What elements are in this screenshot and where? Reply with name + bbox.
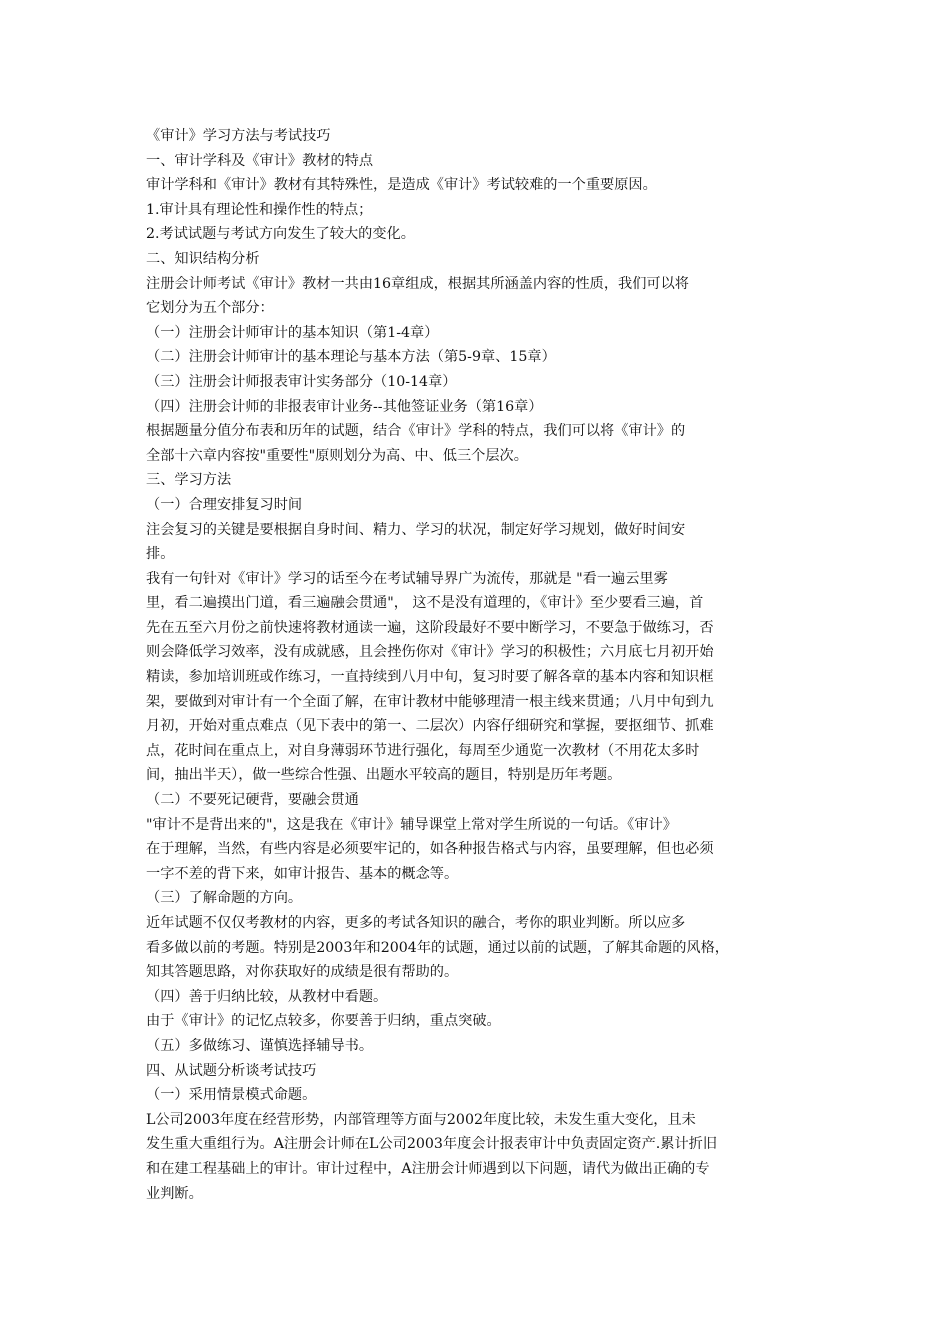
paragraph-line: 业判断。 — [146, 1185, 203, 1202]
subsection-heading: （二）不要死记硬背，要融会贯通 — [146, 792, 359, 809]
paragraph-line: "审计不是背出来的"，这是我在《审计》辅导课堂上常对学生所说的一句话。《审计》 — [146, 816, 677, 833]
paragraph-line: 发生重大重组行为。A注册会计师在L公司2003年度会计报表审计中负责固定资产.累计折旧 — [146, 1136, 718, 1153]
paragraph-line: 我有一句针对《审计》学习的话至今在考试辅导界广为流传，那就是 "看一遍云里雾 — [146, 570, 668, 587]
list-item: （一）注册会计师审计的基本知识（第1-4章） — [146, 324, 439, 341]
subsection-heading: （一）合理安排复习时间 — [146, 496, 303, 513]
paragraph-line: 一字不差的背下来，如审计报告、基本的概念等。 — [146, 865, 459, 882]
paragraph-line: 注册会计师考试《审计》教材一共由16章组成，根据其所涵盖内容的性质，我们可以将 — [146, 275, 689, 292]
paragraph-line: 在于理解，当然，有些内容是必须要牢记的，如各种报告格式与内容，虽要理解，但也必须 — [146, 841, 714, 858]
paragraph-line: L公司2003年度在经营形势，内部管理等方面与2002年度比较，未发生重大变化，且未 — [146, 1111, 696, 1128]
paragraph-line: 近年试题不仅仅考教材的内容，更多的考试各知识的融合，考你的职业判断。所以应多 — [146, 915, 686, 931]
paragraph-line: 架，要做到对审计有一个全面了解，在审计教材中能够理清一根主线来贯通；八月中旬到九 — [146, 693, 714, 710]
paragraph-line: 则会降低学习效率，没有成就感，且会挫伤你对《审计》学习的积极性；六月底七月初开始 — [146, 644, 714, 661]
paragraph-line: 看多做以前的考题。特别是2003年和2004年的试题，通过以前的试题，了解其命题的风格， — [146, 939, 729, 956]
paragraph-line: 精读，参加培训班或作练习，一直持续到八月中旬，复习时要了解各章的基本内容和知识框 — [146, 669, 714, 686]
paragraph-line: 根据题量分值分布表和历年的试题，结合《审计》学科的特点，我们可以将《审计》的 — [146, 423, 686, 440]
subsection-heading: （三）了解命题的方向。 — [146, 890, 303, 907]
paragraph-line: 注会复习的关键是要根据自身时间、精力、学习的状况，制定好学习规划，做好时间安 — [146, 521, 686, 538]
section-heading-1: 一、审计学科及《审计》教材的特点 — [146, 152, 374, 169]
paragraph-line: 全部十六章内容按"重要性"原则划分为高、中、低三个层次。 — [146, 447, 528, 464]
paragraph-line: 它划分为五个部分： — [146, 300, 274, 317]
section-heading-2: 二、知识结构分析 — [146, 250, 260, 267]
paragraph-line: 由于《审计》的记忆点较多，你要善于归纳，重点突破。 — [146, 1013, 501, 1030]
subsection-heading: （四）善于归纳比较，从教材中看题。 — [146, 988, 388, 1005]
section-heading-4: 四、从试题分析谈考试技巧 — [146, 1062, 317, 1079]
list-item: 1.审计具有理论性和操作性的特点； — [146, 201, 373, 218]
paragraph-line: 审计学科和《审计》教材有其特殊性，是造成《审计》考试较难的一个重要原因。 — [146, 177, 657, 194]
paragraph-line: 月初，开始对重点难点（见下表中的第一、二层次）内容仔细研究和掌握，要抠细节、抓难 — [146, 718, 714, 735]
list-item: （三）注册会计师报表审计实务部分（10-14章） — [146, 373, 457, 390]
paragraph-line: 和在建工程基础上的审计。审计过程中，A注册会计师遇到以下问题，请代为做出正确的专 — [146, 1160, 710, 1177]
list-item: 2.考试试题与考试方向发生了较大的变化。 — [146, 226, 415, 243]
subsection-heading: （五）多做练习、谨慎选择辅导书。 — [146, 1037, 374, 1054]
paragraph-line: 先在五至六月份之前快速将教材通读一遍，这阶段最好不要中断学习，不要急于做练习，否 — [146, 619, 714, 636]
document-title: 《审计》学习方法与考试技巧 — [146, 128, 331, 144]
subsection-heading: （一）采用情景模式命题。 — [146, 1087, 317, 1104]
list-item: （二）注册会计师审计的基本理论与基本方法（第5-9章、15章） — [146, 349, 556, 366]
paragraph-line: 间，抽出半天），做一些综合性强、出题水平较高的题目，特别是历年考题。 — [146, 767, 622, 784]
paragraph-line: 点，花时间在重点上，对自身薄弱环节进行强化，每周至少通览一次教材（不用花太多时 — [146, 742, 700, 759]
list-item: （四）注册会计师的非报表审计业务--其他签证业务（第16章） — [146, 398, 543, 415]
paragraph-line: 里，看二遍摸出门道，看三遍融会贯通"， 这不是没有道理的，《审计》至少要看三遍，首 — [146, 595, 704, 612]
paragraph-line: 排。 — [146, 546, 175, 563]
section-heading-3: 三、学习方法 — [146, 472, 232, 489]
paragraph-line: 知其答题思路，对你获取好的成绩是很有帮助的。 — [146, 964, 459, 981]
document-body — [146, 124, 816, 1206]
